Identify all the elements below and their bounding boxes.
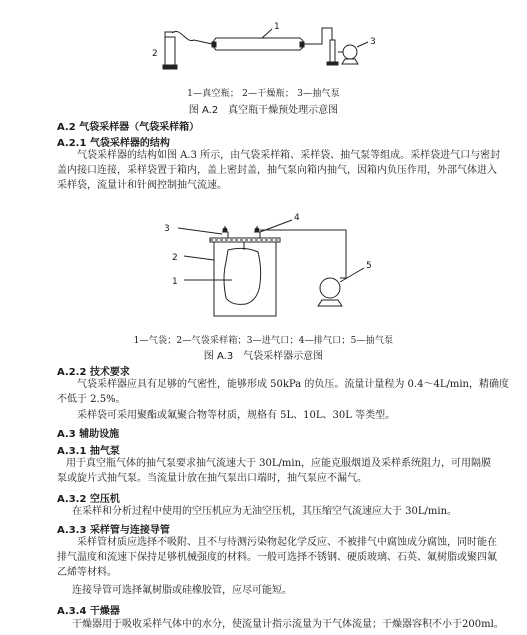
fig-a3-label-4: 4 xyxy=(294,213,300,223)
a22-para1-line-1: 气袋采样器应具有足够的气密性，能够形成 50kPa 的负压。流量计量程为 0.4～4L/min，精确度 xyxy=(77,379,509,390)
fig-a3-label-3: 3 xyxy=(164,224,170,234)
sampling-box xyxy=(214,242,276,316)
a33-line-3: 乙烯等材料。 xyxy=(57,567,117,578)
a32-line: 在采样和分析过程中使用的空压机应为无油空压机，其压缩空气流速应大于 30L/min。 xyxy=(72,506,458,517)
pump-body-a2 xyxy=(343,45,357,59)
fig-a3-label-2: 2 xyxy=(172,253,178,263)
bottle-neck xyxy=(165,32,175,37)
drying-bottle-shape xyxy=(213,38,304,50)
fig-a2-legend: 1—真空瓶； 2—干燥瓶； 3—抽气泵 xyxy=(187,89,340,99)
section-a33-heading: A.3.3 采样管与连接导管 xyxy=(57,525,170,536)
section-a2-heading: A.2 气袋采样器（气袋采样箱） xyxy=(57,122,200,133)
a33-line-2: 排气温度和流速下保持足够机械强度的材料。一般可选择不锈钢、硬质玻璃、石英、氟树脂或聚四氟 xyxy=(57,552,497,563)
a33-line-1: 采样管材质应选择不吸附、且不与待测污染物起化学反应、不被排气中腐蚀成分腐蚀，同时能在 xyxy=(77,537,497,548)
figure-a3-diagram xyxy=(150,208,390,328)
section-a32-heading: A.3.2 空压机 xyxy=(57,494,120,505)
pump-body-a3 xyxy=(320,278,340,298)
fig-a3-legend: 1—气袋；2—气袋采样箱；3—进气口；4—排气口；5—抽气泵 xyxy=(133,336,394,346)
fig-a2-title: 图 A.2 真空瓶干燥预处理示意图 xyxy=(188,105,339,116)
a21-line-3: 采样袋，流量计和针阀控制抽气流速。 xyxy=(57,180,227,191)
a33-line-4: 连接导管可选择氟树脂或硅橡胶管，应尽可能短。 xyxy=(72,585,292,596)
a31-line-1: 用于真空瓶气体的抽气泵要求抽气流速大于 30L/min，应能克服烟道及采样系统阻力，可用隔膜 xyxy=(66,458,492,469)
fig-a3-label-5: 5 xyxy=(366,261,372,271)
a21-line-1: 气袋采样器的结构如图 A.3 所示，由气袋采样箱、采样袋、抽气泵等组成。采样袋进气口与密封 xyxy=(77,150,501,161)
a22-para2: 采样袋可采用聚酯或氟聚合物等材质，规格有 5L、10L、30L 等类型。 xyxy=(77,410,396,421)
section-a22-heading: A.2.2 技术要求 xyxy=(57,367,130,378)
section-a31-heading: A.3.1 抽气泵 xyxy=(57,446,120,457)
section-a21-heading: A.2.1 气袋采样器的结构 xyxy=(57,138,170,149)
sampling-bag xyxy=(224,248,261,304)
fig-a2-label-1: 1 xyxy=(274,22,280,32)
section-a3-heading: A.3 辅助设施 xyxy=(57,429,120,440)
fig-a3-label-1: 1 xyxy=(172,277,178,287)
a31-line-2: 泵或旋片式抽气泵。当流量计放在抽气泵出口端时，抽气泵应不漏气。 xyxy=(57,473,367,484)
fig-a2-label-2: 2 xyxy=(152,49,158,59)
figure-a2-diagram xyxy=(150,20,390,82)
a21-line-2: 盖内接口连接，采样袋置于箱内，盖上密封盖，抽气泵向箱内抽气，因箱内负压作用，外部气体进入 xyxy=(57,165,497,176)
fig-a3-title: 图 A.3 气袋采样器示意图 xyxy=(203,351,324,362)
vacuum-bottle-shape xyxy=(165,37,175,65)
section-a34-heading: A.3.4 干燥器 xyxy=(57,606,120,617)
a34-line: 干燥器用于吸收采样气体中的水分，使流量计指示流量为干气体流量；干燥器容积不小于200ml。 xyxy=(72,619,504,630)
a22-para1-line-2: 不低于 2.5%。 xyxy=(57,394,126,405)
fig-a2-label-3: 3 xyxy=(370,37,376,47)
